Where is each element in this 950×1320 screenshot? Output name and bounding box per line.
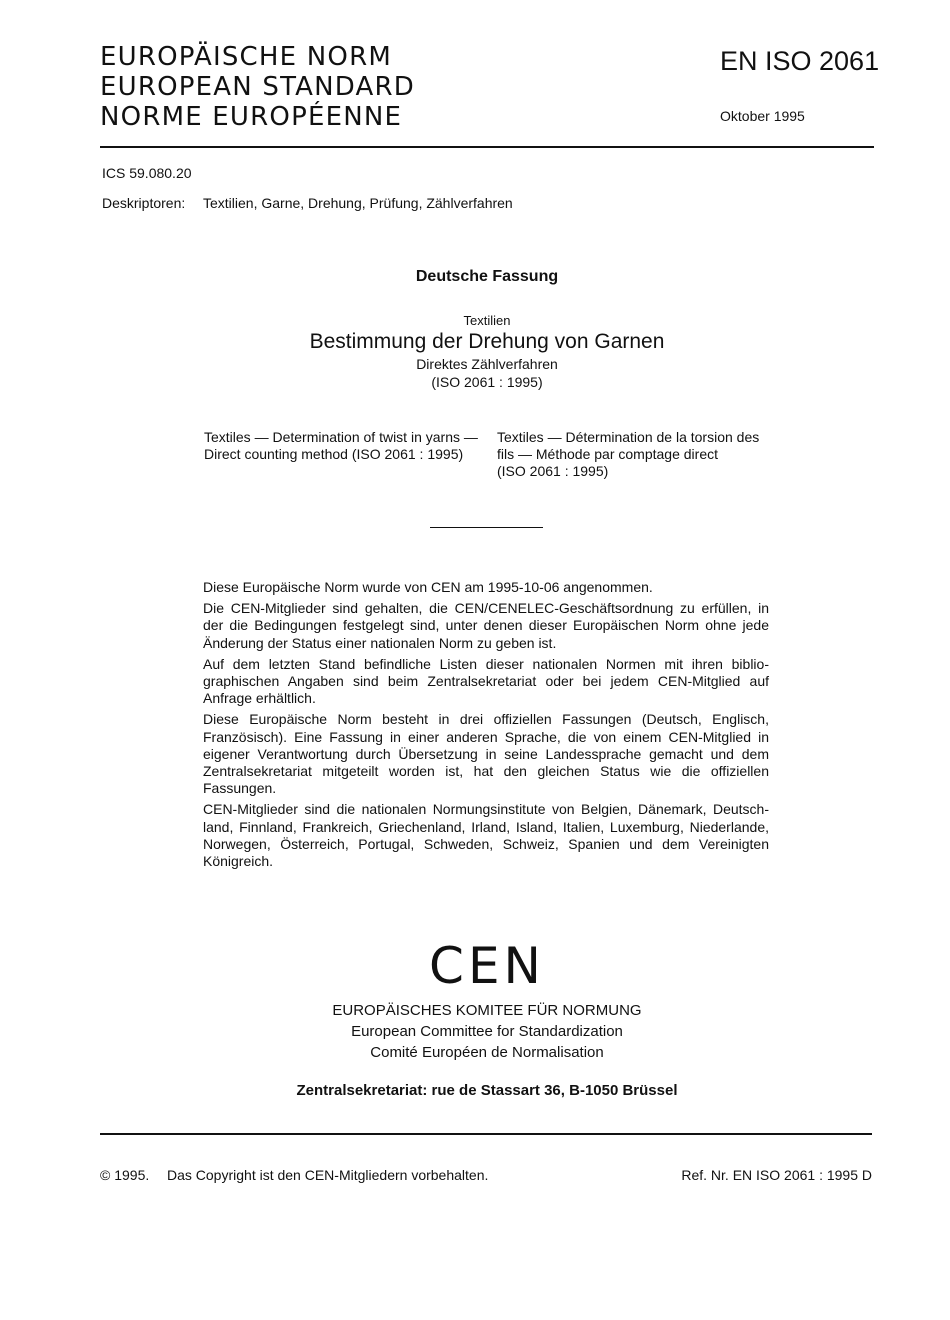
title-category: Textilien <box>463 313 511 328</box>
translation-line: fils — Méthode par comptage direct <box>497 446 718 462</box>
section-separator <box>430 527 543 528</box>
copyright-year: © 1995. <box>100 1167 150 1183</box>
reference-number: Ref. Nr. EN ISO 2061 : 1995 D <box>681 1167 872 1183</box>
footer-divider <box>100 1133 872 1135</box>
publication-date: Oktober 1995 <box>720 108 805 124</box>
title-german: EUROPÄISCHE NORM <box>100 42 392 72</box>
cen-name-french: Comité Européen de Normalisation <box>370 1044 604 1061</box>
title-main: Bestimmung der Drehung von Garnen <box>309 330 665 353</box>
cen-address: Zentralsekretariat: rue de Stassart 36, B-1050 Brüssel <box>296 1082 678 1099</box>
standard-number: EN ISO 2061 <box>720 46 880 76</box>
cen-name-german: EUROPÄISCHES KOMITEE FÜR NORMUNG <box>332 1002 642 1019</box>
translation-line: (ISO 2061 : 1995) <box>497 463 609 479</box>
version-heading: Deutsche Fassung <box>415 268 559 285</box>
standard-title-block <box>100 42 415 132</box>
document-title-block <box>237 312 737 391</box>
translation-line: Textiles — Determination of twist in yarns — <box>204 429 478 445</box>
body-paragraph: CEN-Mitglieder sind die nationalen Normungsinstitute von Belgien, Dänemark, Deutsch-land, Finnland, Frankreich, Griechenland, Irland, Island, Italien, Luxemburg, Niederlande, Norwegen, Österreich, Portugal, Schweden, Schweiz, Spanien und dem Vereinigten Königreich. <box>203 801 769 870</box>
descriptors-value: Textilien, Garne, Drehung, Prüfung, Zählverfahren <box>203 195 513 211</box>
translation-line: Direct counting method (ISO 2061 : 1995) <box>204 446 464 462</box>
cen-logo: CEN <box>429 937 545 995</box>
body-paragraph: Diese Europäische Norm besteht in drei offiziellen Fassungen (Deutsch, Englisch, Französisch). Eine Fassung in einer anderen Sprache, die von einem CEN-Mitglied in eigener Verantwortung durch Übersetzung in seine Landessprache gemacht und dem Zentralsekretariat mitgeteilt worden ist, hat den gleichen Status wie die offiziellen Fassungen. <box>203 711 769 797</box>
cen-name-english: European Committee for Standardization <box>351 1023 623 1040</box>
descriptors-label: Deskriptoren: <box>102 195 186 211</box>
body-text <box>203 579 769 874</box>
title-translation-french <box>497 429 787 480</box>
title-french: NORME EUROPÉENNE <box>100 102 403 132</box>
body-paragraph: Auf dem letzten Stand befindliche Listen dieser nationalen Normen mit ihren biblio-graphischen Angaben sind beim Zentralsekretariat oder bei jedem CEN-Mitglied auf Anfrage erhältlich. <box>203 655 769 707</box>
translation-line: Textiles — Détermination de la torsion des <box>497 429 760 445</box>
copyright-text: Das Copyright ist den CEN-Mitgliedern vorbehalten. <box>167 1167 489 1183</box>
title-english: EUROPEAN STANDARD <box>100 72 416 102</box>
header-divider <box>100 146 874 148</box>
cen-names <box>237 1000 737 1063</box>
title-sub: Direktes Zählverfahren <box>416 356 558 372</box>
body-paragraph: Die CEN-Mitglieder sind gehalten, die CEN/CENELEC-Geschäftsordnung zu erfüllen, in der die Bedingungen festgelegt sind, unter denen dieser Europäischen Norm ohne jede Änderung der Status einer nationalen Norm zu geben ist. <box>203 600 769 651</box>
ics-code: ICS 59.080.20 <box>102 165 192 181</box>
title-iso-ref: (ISO 2061 : 1995) <box>431 374 543 390</box>
title-translation-english <box>204 429 494 463</box>
body-paragraph: Diese Europäische Norm wurde von CEN am 1995-10-06 angenommen. <box>203 579 653 595</box>
